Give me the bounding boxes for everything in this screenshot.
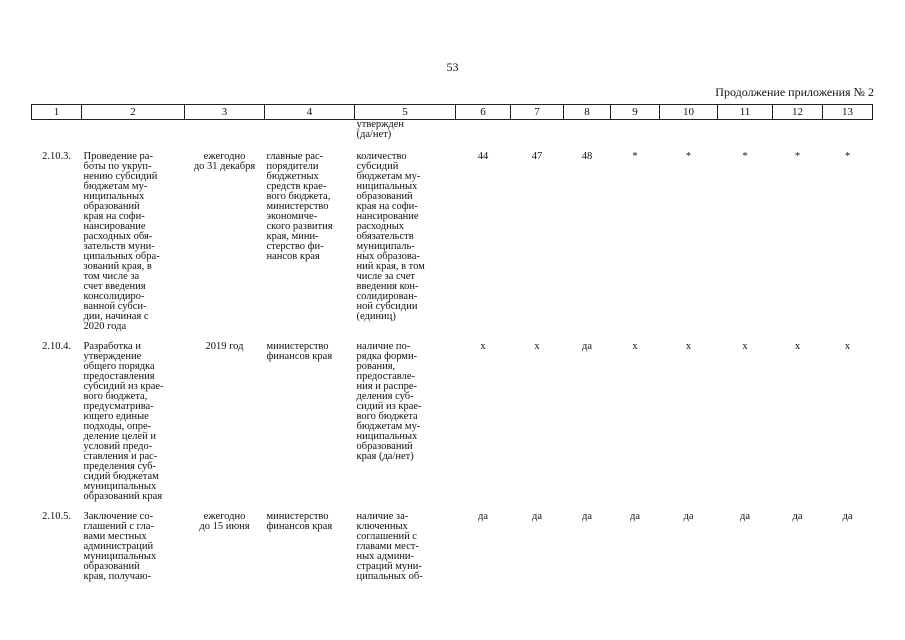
value-cell: х <box>794 341 801 352</box>
table-row <box>32 342 873 512</box>
column-header: 7 <box>511 105 564 120</box>
value-cell: 47 <box>531 151 543 162</box>
column-header: 4 <box>265 105 355 120</box>
value-cell: да <box>477 511 488 522</box>
row-number: 2.10.4. <box>42 341 71 352</box>
value-cell: да <box>531 511 542 522</box>
value-cell: 48 <box>581 151 593 162</box>
value-cell: * <box>742 151 748 162</box>
term-cell: 2019 год <box>205 341 244 352</box>
value-cell: * <box>685 151 692 162</box>
page-number: 53 <box>446 60 459 74</box>
column-header: 9 <box>611 105 660 120</box>
table-row <box>32 512 873 582</box>
executor-cell: министерство финансов края <box>266 341 333 362</box>
indicator-cell: наличие за- ключенных соглашений с главами мест- ных админи- страций муни- ципальных об- <box>356 511 423 582</box>
activity-cell: Проведение ра- боты по укруп- нению субсидий бюджетам му- ниципальных образований края на софи- нансирование расходных обя- зательств муни- ципальных обра- зований края, в том числе за счет введения консолидиро- ванной субси- дии, начиная с 2020 года <box>83 151 160 332</box>
activities-table <box>31 104 873 582</box>
value-cell: х <box>632 341 638 352</box>
column-header: 8 <box>564 105 611 120</box>
continuation-row <box>32 120 873 153</box>
activity-cell: Заключение со- глашений с гла- вами местных администраций муниципальных образований края, получаю- <box>83 511 157 582</box>
row-number: 2.10.5. <box>42 511 71 522</box>
appendix-continuation-label: Продолжение приложения № 2 <box>715 85 874 99</box>
value-cell: * <box>632 151 638 162</box>
executor-cell: главные рас- порядители бюджетных средств крае- вого бюджета, министерство экономиче- ского развития края, мини- стерство фи- нансов края <box>266 151 333 262</box>
value-cell: да <box>629 511 640 522</box>
column-header: 13 <box>823 105 873 120</box>
term-cell: ежегодно до 15 июня <box>199 511 250 532</box>
column-header: 12 <box>773 105 823 120</box>
column-header: 11 <box>718 105 773 120</box>
column-header: 6 <box>456 105 511 120</box>
indicator-cell: наличие по- рядка форми- рования, предоставле- ния и распре- деления суб- сидий из крае- вого бюджета бюджетам му- ниципальных образований края (да/нет) <box>356 341 422 462</box>
column-header: 3 <box>185 105 265 120</box>
value-cell: да <box>581 511 592 522</box>
activity-cell: Разработка и утверждение общего порядка предоставления субсидий из крае- вого бюджета, предусматрива- ющего единые подходы, опре- деление целей и условий предо- ставления и рас- пределения суб- сидий бюджетам муниципальных образований края <box>83 341 164 502</box>
column-header: 10 <box>660 105 718 120</box>
value-cell: да <box>739 511 750 522</box>
column-header: 5 <box>355 105 456 120</box>
value-cell: х <box>480 341 486 352</box>
row-number: 2.10.3. <box>42 151 71 162</box>
value-cell: 44 <box>477 151 489 162</box>
continued-indicator-text: утвержден (да/нет) <box>356 119 405 140</box>
executor-cell: министерство финансов края <box>266 511 333 532</box>
value-cell: да <box>842 511 853 522</box>
column-header: 1 <box>32 105 82 120</box>
value-cell: * <box>794 151 801 162</box>
value-cell: х <box>742 341 748 352</box>
value-cell: х <box>685 341 692 352</box>
value-cell: да <box>792 511 803 522</box>
value-cell: х <box>534 341 540 352</box>
value-cell: х <box>844 341 851 352</box>
value-cell: да <box>683 511 694 522</box>
value-cell: * <box>844 151 851 162</box>
table-row <box>32 152 873 342</box>
column-number-header <box>32 105 873 120</box>
indicator-cell: количество субсидий бюджетам му- ниципальных образований края на софи- нансирование расходных обязательств муниципаль- ных образова- ний края, в том числе за счет введения кон- солидирован- ной субсидии (единиц) <box>356 151 425 322</box>
value-cell: да <box>581 341 592 352</box>
term-cell: ежегодно до 31 декабря <box>193 151 256 172</box>
column-header: 2 <box>82 105 185 120</box>
